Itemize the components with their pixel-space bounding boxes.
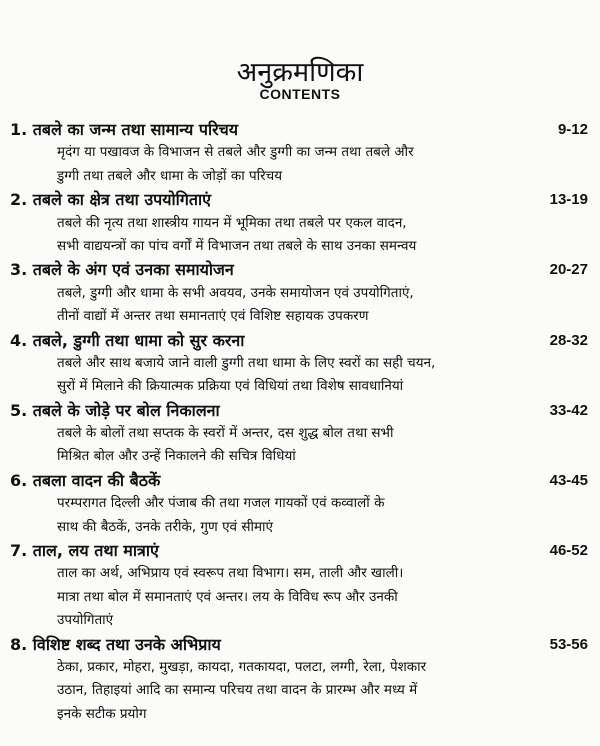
chapter-description-line: परम्परागत दिल्ली और पंजाब की तथा गजल गायकों एवं कव्वालों के	[57, 495, 385, 512]
page-title: अनुक्रमणिका	[236, 57, 364, 88]
toc-entry-header	[10, 118, 588, 141]
chapter-description-line: तीनों वाद्यों में अन्तर तथा समानताएं एवं विशिष्ट सहायक उपकरण	[57, 308, 369, 325]
chapter-title: 6. तबला वादन की बैठकें	[10, 470, 161, 490]
toc-entry-header	[10, 539, 588, 562]
chapter-description-line: मिश्रित बोल और उन्हें निकालने की सचित्र विधियां	[57, 448, 296, 465]
table-of-contents	[10, 118, 588, 726]
toc-entry-header	[10, 329, 588, 352]
chapter-description-line: साथ की बैठकें, उनके तरीके, गुण एवं सीमाएं	[57, 518, 273, 535]
chapter-description-line: सभी वाद्ययन्त्रों का पांच वर्गों में विभाजन तथा तबले के साथ उनका समन्वय	[57, 237, 417, 254]
page-range: 53-56	[549, 635, 588, 653]
chapter-description-line: मात्रा तथा बोल में समानताएं एवं अन्तर। लय के विविध रूप और उनकी	[57, 588, 398, 605]
page-range: 43-45	[549, 471, 588, 489]
toc-entry-header	[10, 633, 588, 656]
toc-entry	[10, 118, 588, 188]
chapter-description-line: मृदंग या पखावज के विभाजन से तबले और डुग्गी का जन्म तथा तबले और	[57, 144, 414, 161]
chapter-description-line: तबले, डुग्गी और धामा के सभी अवयव, उनके समायोजन एवं उपयोगिताएं,	[57, 284, 414, 301]
chapter-description-line: उठान, तिहाइयां आदि का समान्य परिचय तथा वादन के प्रारम्भ और मध्य में	[57, 682, 418, 699]
chapter-description-line: तबले की नृत्य तथा शास्त्रीय गायन में भूमिका तथा तबले पर एकल वादन,	[57, 214, 407, 231]
chapter-description-line: इनके सटीक प्रयोग	[57, 705, 147, 722]
page-range: 33-42	[549, 401, 588, 419]
chapter-title: 8. विशिष्ट शब्द तथा उनके अभिप्राय	[10, 634, 221, 654]
toc-entry-header	[10, 188, 588, 211]
page-range: 46-52	[549, 542, 588, 560]
chapter-title: 5. तबले के जोड़े पर बोल निकालना	[10, 400, 220, 420]
toc-entry-header	[10, 469, 588, 492]
chapter-title: 7. ताल, लय तथा मात्राएं	[10, 541, 159, 561]
toc-entry-header	[10, 399, 588, 422]
chapter-description-line: तबले और साथ बजाये जाने वाली डुग्गी तथा धामा के लिए स्वरों का सही चयन,	[57, 354, 436, 371]
toc-entry	[10, 633, 588, 727]
chapter-title: 1. तबले का जन्म तथा सामान्य परिचय	[10, 120, 239, 139]
chapter-description-line: तबले के बोलों तथा सप्तक के स्वरों में अन्तर, दस शुद्ध बोल तथा सभी	[57, 425, 394, 442]
toc-entry	[10, 329, 588, 399]
chapter-description-line: ठेका, प्रकार, मोहरा, मुखड़ा, कायदा, गतकायदा, पलटा, लग्गी, रेला, पेशकार	[57, 658, 427, 675]
chapter-title: 2. तबले का क्षेत्र तथा उपयोगिताएं	[10, 190, 211, 210]
page-subtitle: CONTENTS	[259, 86, 341, 102]
toc-entry	[10, 258, 588, 328]
toc-entry-header	[10, 258, 588, 281]
chapter-description-line: ताल का अर्थ, अभिप्राय एवं स्वरूप तथा विभाग। सम, ताली और खाली।	[57, 565, 404, 582]
page-range: 28-32	[549, 331, 588, 349]
page-range: 13-19	[549, 191, 588, 209]
toc-entry	[10, 399, 588, 469]
chapter-title: 4. तबले, डुग्गी तथा धामा को सुर करना	[10, 330, 245, 350]
chapter-description-line: सुरों में मिलाने की क्रियात्मक प्रक्रिया एवं विधियां तथा विशेष सावधानियां	[57, 378, 404, 395]
chapter-description-line: उपयोगिताएं	[57, 612, 114, 629]
page-range: 9-12	[557, 121, 588, 138]
toc-entry	[10, 188, 588, 258]
toc-entry	[10, 539, 588, 633]
toc-entry	[10, 469, 588, 539]
chapter-title: 3. तबले के अंग एवं उनका समायोजन	[10, 260, 234, 280]
page-range: 20-27	[549, 261, 588, 279]
chapter-description-line: डुग्गी तथा तबले और धामा के जोड़ों का परिचय	[57, 167, 283, 184]
